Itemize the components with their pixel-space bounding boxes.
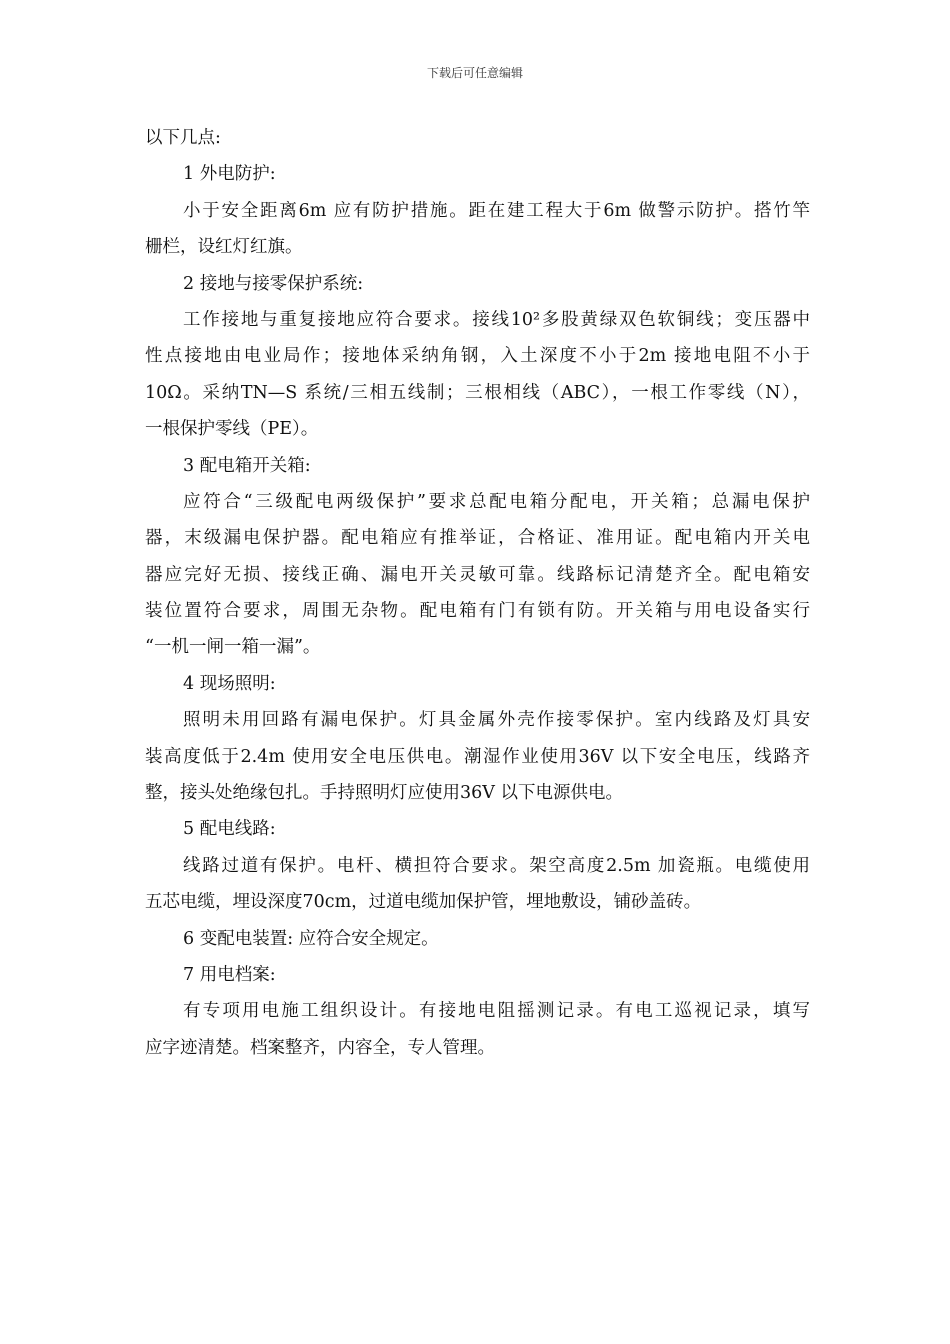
paragraph-line: 工作接地与重复接地应符合要求。接线10²多股黄绿双色软铜线；变压器中: [183, 309, 810, 330]
paragraph-line: 一根保护零线（PE）。: [145, 419, 319, 440]
section-heading-distribution-box: 3 配电箱开关箱:: [183, 455, 311, 476]
document-body: [145, 120, 810, 1066]
paragraph-line: 小于安全距离6m 应有防护措施。距在建工程大于6m 做警示防护。搭竹竿: [183, 200, 810, 221]
section-heading-external-protection: 1 外电防护:: [183, 164, 276, 185]
paragraph-line: 装高度低于2.4m 使用安全电压供电。潮湿作业使用36V 以下安全电压，线路齐: [145, 746, 810, 767]
section-heading-records: 7 用电档案:: [183, 964, 276, 985]
paragraph-line: 应符合“三级配电两级保护”要求总配电箱分配电，开关箱；总漏电保护: [183, 491, 810, 512]
paragraph-line: 装位置符合要求，周围无杂物。配电箱有门有锁有防。开关箱与用电设备实行: [145, 601, 810, 622]
paragraph-line: 线路过道有保护。电杆、横担符合要求。架空高度2.5m 加瓷瓶。电缆使用: [183, 855, 810, 876]
page-header: 下载后可任意编辑: [426, 66, 523, 80]
section-heading-distribution-lines: 5 配电线路:: [183, 819, 276, 840]
paragraph-line: 栅栏，设红灯红旗。: [145, 237, 303, 258]
paragraph-line: 器，末级漏电保护器。配电箱应有推举证，合格证、准用证。配电箱内开关电: [145, 528, 810, 549]
section-heading-substation: 6 变配电装置: 应符合安全规定。: [183, 928, 439, 949]
paragraph-line: 有专项用电施工组织设计。有接地电阻摇测记录。有电工巡视记录，填写: [183, 1001, 810, 1022]
paragraph-line: 10Ω。采纳TN—S 系统/三相五线制；三根相线（ABC），一根工作零线（N），: [145, 382, 810, 403]
paragraph-line: 应字迹清楚。档案整齐，内容全，专人管理。: [145, 1037, 495, 1058]
paragraph-line: 性点接地由电业局作；接地体采纳角钢，入土深度不小于2m 接地电阻不小于: [145, 346, 810, 367]
intro-line: 以下几点:: [145, 128, 221, 148]
paragraph-line: 器应完好无损、接线正确、漏电开关灵敏可靠。线路标记清楚齐全。配电箱安: [145, 564, 810, 585]
section-heading-lighting: 4 现场照明:: [183, 673, 276, 694]
paragraph-line: 整，接头处绝缘包扎。手持照明灯应使用36V 以下电源供电。: [145, 783, 623, 804]
paragraph-line: 五芯电缆，埋设深度70cm，过道电缆加保护管，埋地敷设，铺砂盖砖。: [145, 892, 702, 913]
paragraph-line: “一机一闸一箱一漏”。: [145, 637, 321, 658]
section-heading-grounding: 2 接地与接零保护系统:: [183, 273, 364, 294]
paragraph-line: 照明未用回路有漏电保护。灯具金属外壳作接零保护。室内线路及灯具安: [183, 710, 810, 731]
